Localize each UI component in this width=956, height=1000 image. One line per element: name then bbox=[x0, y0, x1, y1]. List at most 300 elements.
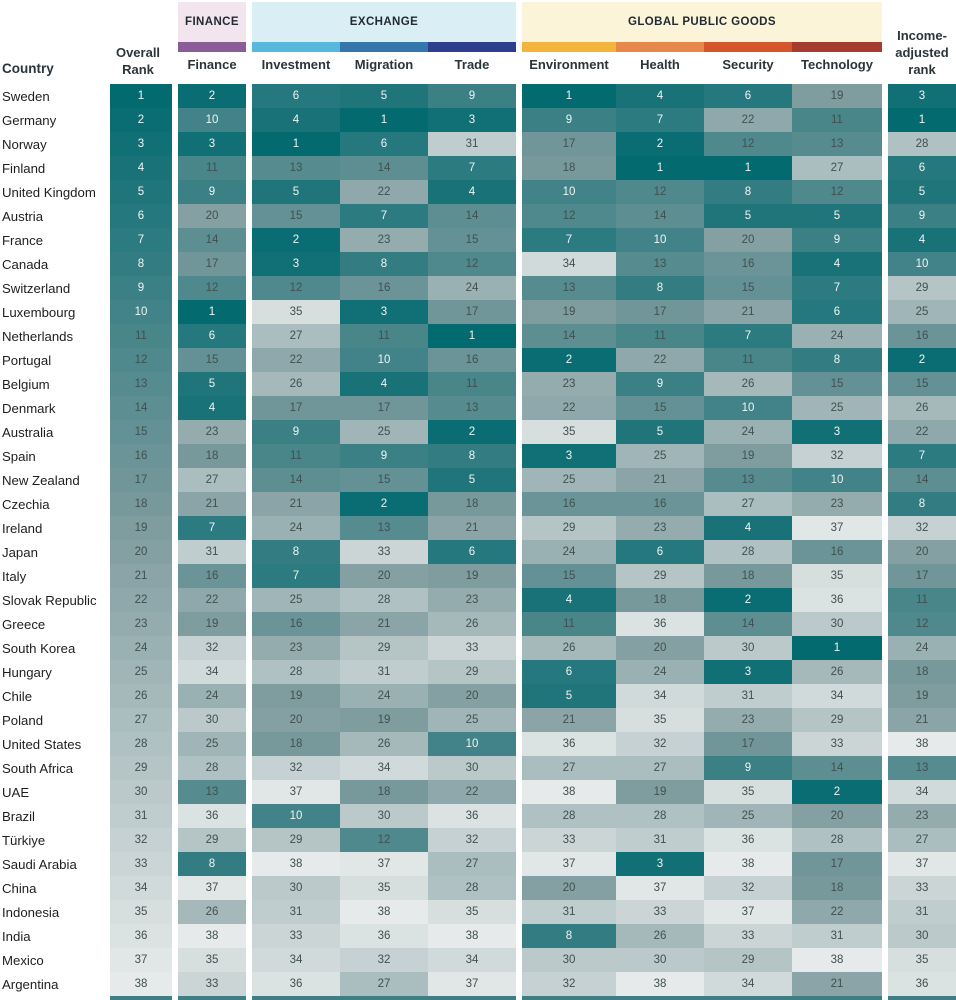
cell-finance: 18 bbox=[178, 444, 246, 468]
cell-health: 13 bbox=[616, 252, 704, 276]
cell-trade: 14 bbox=[428, 204, 516, 228]
cell-technology: 22 bbox=[792, 900, 882, 924]
cell-trade: 11 bbox=[428, 372, 516, 396]
cell-overall-rank: 35 bbox=[110, 900, 172, 924]
cell-health: 18 bbox=[616, 588, 704, 612]
cell-migration: 26 bbox=[340, 732, 428, 756]
country-name: Germany bbox=[0, 108, 110, 132]
column-header-overall-rank: Overall Rank bbox=[115, 45, 161, 77]
cell-investment: 12 bbox=[252, 276, 340, 300]
cell-security: 12 bbox=[704, 132, 792, 156]
cell-environment: 15 bbox=[522, 564, 616, 588]
cell-finance: 24 bbox=[178, 684, 246, 708]
cell-technology: 3 bbox=[792, 420, 882, 444]
cell-investment: 22 bbox=[252, 348, 340, 372]
cell-security: 6 bbox=[704, 84, 792, 108]
cell-health: 8 bbox=[616, 276, 704, 300]
table-row bbox=[0, 372, 956, 396]
cell-trade: 4 bbox=[428, 180, 516, 204]
cell-security: 30 bbox=[704, 636, 792, 660]
cell-technology: 21 bbox=[792, 972, 882, 996]
cell-security: 28 bbox=[704, 540, 792, 564]
cell-income-adjusted-rank: 23 bbox=[888, 804, 956, 828]
country-name: Poland bbox=[0, 708, 110, 732]
cell-security: 25 bbox=[704, 804, 792, 828]
cell-environment: 32 bbox=[522, 972, 616, 996]
country-name: Italy bbox=[0, 564, 110, 588]
cell-trade: 2 bbox=[428, 420, 516, 444]
cell-investment: 36 bbox=[252, 972, 340, 996]
table-row bbox=[0, 948, 956, 972]
cell-trade: 26 bbox=[428, 612, 516, 636]
cell-migration: 29 bbox=[340, 636, 428, 660]
country-name: Slovak Republic bbox=[0, 588, 110, 612]
cell-investment: 35 bbox=[252, 300, 340, 324]
cell-technology: 6 bbox=[792, 300, 882, 324]
cell-migration: 33 bbox=[340, 540, 428, 564]
cell-income-adjusted-rank: 15 bbox=[888, 372, 956, 396]
cell-overall-rank: 8 bbox=[110, 252, 172, 276]
cell-income-adjusted-rank: 20 bbox=[888, 540, 956, 564]
cell-migration: 37 bbox=[340, 852, 428, 876]
cell-environment: 10 bbox=[522, 180, 616, 204]
cell-overall-rank: 21 bbox=[110, 564, 172, 588]
cell-income-adjusted-rank: 16 bbox=[888, 324, 956, 348]
cell-technology: 34 bbox=[792, 684, 882, 708]
cell-investment: 16 bbox=[252, 612, 340, 636]
cell-migration: 36 bbox=[340, 924, 428, 948]
cell-investment: 8 bbox=[252, 540, 340, 564]
cell-trade: 28 bbox=[428, 876, 516, 900]
cell-technology: 2 bbox=[792, 780, 882, 804]
cell-income-adjusted-rank: 26 bbox=[888, 396, 956, 420]
cell-investment: 27 bbox=[252, 324, 340, 348]
cell-technology: 31 bbox=[792, 924, 882, 948]
cell-migration: 1 bbox=[340, 108, 428, 132]
cell-overall-rank: 16 bbox=[110, 444, 172, 468]
cell-overall-rank: 29 bbox=[110, 756, 172, 780]
cell-trade: 7 bbox=[428, 156, 516, 180]
cell-health: 20 bbox=[616, 636, 704, 660]
cell-trade: 6 bbox=[428, 540, 516, 564]
cell-income-adjusted-rank: 17 bbox=[888, 564, 956, 588]
cell-migration: 14 bbox=[340, 156, 428, 180]
country-name: Türkiye bbox=[0, 828, 110, 852]
table-row bbox=[0, 732, 956, 756]
cell-investment: 33 bbox=[252, 924, 340, 948]
cell-technology: 19 bbox=[792, 84, 882, 108]
country-name: Portugal bbox=[0, 348, 110, 372]
cell-security: 27 bbox=[704, 492, 792, 516]
cell-technology: 29 bbox=[792, 708, 882, 732]
cell-investment: 14 bbox=[252, 468, 340, 492]
cell-income-adjusted-rank: 9 bbox=[888, 204, 956, 228]
cell-environment: 19 bbox=[522, 300, 616, 324]
cell-security: 35 bbox=[704, 780, 792, 804]
cell-trade: 37 bbox=[428, 972, 516, 996]
cell-finance: 16 bbox=[178, 564, 246, 588]
cell-overall-rank: 10 bbox=[110, 300, 172, 324]
table-row bbox=[0, 204, 956, 228]
group-exchange-label: EXCHANGE bbox=[349, 16, 419, 28]
cell-migration: 7 bbox=[340, 204, 428, 228]
cell-migration: 11 bbox=[340, 324, 428, 348]
cell-environment: 4 bbox=[522, 588, 616, 612]
cell-trade: 13 bbox=[428, 396, 516, 420]
cell-health: 11 bbox=[616, 324, 704, 348]
cell-security: 33 bbox=[704, 924, 792, 948]
country-name: South Korea bbox=[0, 636, 110, 660]
cell-income-adjusted-rank: 11 bbox=[888, 588, 956, 612]
country-name: Finland bbox=[0, 156, 110, 180]
table-row bbox=[0, 804, 956, 828]
table-row bbox=[0, 780, 956, 804]
group-global-public-goods bbox=[522, 2, 882, 42]
column-header-country: Country bbox=[2, 61, 54, 76]
cell-environment: 2 bbox=[522, 348, 616, 372]
cell-security: 38 bbox=[704, 852, 792, 876]
cell-overall-rank: 31 bbox=[110, 804, 172, 828]
cell-health: 28 bbox=[616, 804, 704, 828]
cell-overall-rank: 7 bbox=[110, 228, 172, 252]
cell-trade: 34 bbox=[428, 948, 516, 972]
cell-income-adjusted-rank: 19 bbox=[888, 684, 956, 708]
cell-technology: 23 bbox=[792, 492, 882, 516]
cell-finance: 8 bbox=[178, 852, 246, 876]
cell-finance: 14 bbox=[178, 228, 246, 252]
cell-finance: 38 bbox=[178, 924, 246, 948]
cell-overall-rank: 3 bbox=[110, 132, 172, 156]
cell-overall-rank: 30 bbox=[110, 780, 172, 804]
country-name: Norway bbox=[0, 132, 110, 156]
cell-income-adjusted-rank: 18 bbox=[888, 660, 956, 684]
cell-trade: 12 bbox=[428, 252, 516, 276]
cell-health: 5 bbox=[616, 420, 704, 444]
cell-finance: 31 bbox=[178, 540, 246, 564]
cell-environment: 1 bbox=[522, 84, 616, 108]
cell-security: 16 bbox=[704, 252, 792, 276]
cell-finance: 5 bbox=[178, 372, 246, 396]
cell-investment: 13 bbox=[252, 156, 340, 180]
cell-technology: 24 bbox=[792, 324, 882, 348]
bottom-border-segment bbox=[340, 996, 428, 1000]
cell-income-adjusted-rank: 31 bbox=[888, 900, 956, 924]
cell-health: 29 bbox=[616, 564, 704, 588]
cell-health: 38 bbox=[616, 972, 704, 996]
cell-technology: 14 bbox=[792, 756, 882, 780]
table-row bbox=[0, 684, 956, 708]
country-name: Australia bbox=[0, 420, 110, 444]
cell-income-adjusted-rank: 5 bbox=[888, 180, 956, 204]
cell-overall-rank: 27 bbox=[110, 708, 172, 732]
cell-environment: 23 bbox=[522, 372, 616, 396]
cell-overall-rank: 20 bbox=[110, 540, 172, 564]
cell-security: 23 bbox=[704, 708, 792, 732]
table-row bbox=[0, 972, 956, 996]
cell-overall-rank: 6 bbox=[110, 204, 172, 228]
cell-income-adjusted-rank: 25 bbox=[888, 300, 956, 324]
table-row bbox=[0, 156, 956, 180]
cell-migration: 16 bbox=[340, 276, 428, 300]
country-name: Greece bbox=[0, 612, 110, 636]
cell-migration: 32 bbox=[340, 948, 428, 972]
cell-investment: 25 bbox=[252, 588, 340, 612]
cell-health: 34 bbox=[616, 684, 704, 708]
table-row bbox=[0, 924, 956, 948]
cell-health: 37 bbox=[616, 876, 704, 900]
table-row bbox=[0, 348, 956, 372]
cell-health: 25 bbox=[616, 444, 704, 468]
cell-finance: 32 bbox=[178, 636, 246, 660]
column-header-investment: Investment bbox=[261, 57, 331, 72]
bottom-border-segment bbox=[178, 996, 246, 1000]
cell-income-adjusted-rank: 30 bbox=[888, 924, 956, 948]
cell-environment: 28 bbox=[522, 804, 616, 828]
cell-security: 1 bbox=[704, 156, 792, 180]
table-row bbox=[0, 300, 956, 324]
cell-migration: 30 bbox=[340, 804, 428, 828]
cell-income-adjusted-rank: 3 bbox=[888, 84, 956, 108]
table-row bbox=[0, 276, 956, 300]
cell-health: 24 bbox=[616, 660, 704, 684]
cell-security: 21 bbox=[704, 300, 792, 324]
cell-finance: 30 bbox=[178, 708, 246, 732]
security-color-bar bbox=[704, 42, 792, 52]
cell-health: 19 bbox=[616, 780, 704, 804]
cell-environment: 26 bbox=[522, 636, 616, 660]
cell-trade: 18 bbox=[428, 492, 516, 516]
cell-technology: 9 bbox=[792, 228, 882, 252]
cell-health: 23 bbox=[616, 516, 704, 540]
cell-security: 19 bbox=[704, 444, 792, 468]
cell-overall-rank: 18 bbox=[110, 492, 172, 516]
table-row bbox=[0, 108, 956, 132]
bottom-border-segment bbox=[888, 996, 956, 1000]
cell-migration: 10 bbox=[340, 348, 428, 372]
cell-overall-rank: 13 bbox=[110, 372, 172, 396]
cell-health: 9 bbox=[616, 372, 704, 396]
cell-technology: 33 bbox=[792, 732, 882, 756]
finance-color-bar bbox=[178, 42, 246, 52]
cell-environment: 33 bbox=[522, 828, 616, 852]
cell-trade: 30 bbox=[428, 756, 516, 780]
cell-security: 24 bbox=[704, 420, 792, 444]
table-row bbox=[0, 492, 956, 516]
cell-income-adjusted-rank: 37 bbox=[888, 852, 956, 876]
cell-migration: 35 bbox=[340, 876, 428, 900]
cell-environment: 30 bbox=[522, 948, 616, 972]
cell-health: 17 bbox=[616, 300, 704, 324]
cell-income-adjusted-rank: 6 bbox=[888, 156, 956, 180]
cell-health: 27 bbox=[616, 756, 704, 780]
cell-trade: 29 bbox=[428, 660, 516, 684]
cell-migration: 38 bbox=[340, 900, 428, 924]
cell-trade: 36 bbox=[428, 804, 516, 828]
cell-finance: 36 bbox=[178, 804, 246, 828]
table-row bbox=[0, 324, 956, 348]
cell-technology: 13 bbox=[792, 132, 882, 156]
cell-finance: 1 bbox=[178, 300, 246, 324]
bottom-border-segment bbox=[704, 996, 792, 1000]
cell-technology: 36 bbox=[792, 588, 882, 612]
country-name: Switzerland bbox=[0, 276, 110, 300]
cell-overall-rank: 12 bbox=[110, 348, 172, 372]
cell-health: 22 bbox=[616, 348, 704, 372]
country-name: South Africa bbox=[0, 756, 110, 780]
cell-overall-rank: 19 bbox=[110, 516, 172, 540]
cell-technology: 5 bbox=[792, 204, 882, 228]
cell-environment: 24 bbox=[522, 540, 616, 564]
cell-trade: 24 bbox=[428, 276, 516, 300]
cell-environment: 17 bbox=[522, 132, 616, 156]
group-finance bbox=[178, 2, 246, 42]
cell-overall-rank: 15 bbox=[110, 420, 172, 444]
cell-technology: 20 bbox=[792, 804, 882, 828]
bottom-border-segment bbox=[110, 996, 172, 1000]
cell-security: 7 bbox=[704, 324, 792, 348]
cell-security: 17 bbox=[704, 732, 792, 756]
table-row bbox=[0, 84, 956, 108]
cell-technology: 32 bbox=[792, 444, 882, 468]
cell-overall-rank: 22 bbox=[110, 588, 172, 612]
cell-technology: 4 bbox=[792, 252, 882, 276]
country-name: Czechia bbox=[0, 492, 110, 516]
cell-income-adjusted-rank: 12 bbox=[888, 612, 956, 636]
cell-investment: 30 bbox=[252, 876, 340, 900]
cell-finance: 2 bbox=[178, 84, 246, 108]
cell-trade: 16 bbox=[428, 348, 516, 372]
bottom-border-segment bbox=[428, 996, 516, 1000]
table-row bbox=[0, 564, 956, 588]
cell-security: 11 bbox=[704, 348, 792, 372]
cell-investment: 28 bbox=[252, 660, 340, 684]
cell-security: 9 bbox=[704, 756, 792, 780]
cell-technology: 28 bbox=[792, 828, 882, 852]
cell-security: 29 bbox=[704, 948, 792, 972]
cell-income-adjusted-rank: 33 bbox=[888, 876, 956, 900]
country-name: Argentina bbox=[0, 972, 110, 996]
cell-technology: 18 bbox=[792, 876, 882, 900]
group-exchange bbox=[252, 2, 516, 42]
cell-migration: 27 bbox=[340, 972, 428, 996]
cell-health: 3 bbox=[616, 852, 704, 876]
country-name: France bbox=[0, 228, 110, 252]
cell-environment: 22 bbox=[522, 396, 616, 420]
group-global-public-goods-label: GLOBAL PUBLIC GOODS bbox=[628, 16, 776, 28]
cell-income-adjusted-rank: 4 bbox=[888, 228, 956, 252]
cell-finance: 4 bbox=[178, 396, 246, 420]
country-name: Indonesia bbox=[0, 900, 110, 924]
cell-income-adjusted-rank: 8 bbox=[888, 492, 956, 516]
country-name: United States bbox=[0, 732, 110, 756]
cell-environment: 7 bbox=[522, 228, 616, 252]
cell-migration: 25 bbox=[340, 420, 428, 444]
cell-technology: 12 bbox=[792, 180, 882, 204]
cell-security: 4 bbox=[704, 516, 792, 540]
cell-finance: 37 bbox=[178, 876, 246, 900]
cell-overall-rank: 9 bbox=[110, 276, 172, 300]
cell-security: 26 bbox=[704, 372, 792, 396]
cell-trade: 3 bbox=[428, 108, 516, 132]
country-name: India bbox=[0, 924, 110, 948]
cell-investment: 2 bbox=[252, 228, 340, 252]
cell-technology: 30 bbox=[792, 612, 882, 636]
trade-color-bar bbox=[428, 42, 516, 52]
country-name: Sweden bbox=[0, 84, 110, 108]
table-row bbox=[0, 636, 956, 660]
cell-migration: 4 bbox=[340, 372, 428, 396]
table-row bbox=[0, 396, 956, 420]
column-header-environment: Environment bbox=[529, 57, 609, 72]
cell-income-adjusted-rank: 2 bbox=[888, 348, 956, 372]
cell-environment: 25 bbox=[522, 468, 616, 492]
cell-technology: 10 bbox=[792, 468, 882, 492]
cell-health: 10 bbox=[616, 228, 704, 252]
cell-security: 15 bbox=[704, 276, 792, 300]
cell-health: 16 bbox=[616, 492, 704, 516]
cell-migration: 19 bbox=[340, 708, 428, 732]
cell-trade: 32 bbox=[428, 828, 516, 852]
cell-income-adjusted-rank: 1 bbox=[888, 108, 956, 132]
cell-income-adjusted-rank: 13 bbox=[888, 756, 956, 780]
cell-finance: 21 bbox=[178, 492, 246, 516]
cell-migration: 28 bbox=[340, 588, 428, 612]
cell-investment: 5 bbox=[252, 180, 340, 204]
country-name: Belgium bbox=[0, 372, 110, 396]
cell-environment: 8 bbox=[522, 924, 616, 948]
cell-overall-rank: 37 bbox=[110, 948, 172, 972]
cell-overall-rank: 23 bbox=[110, 612, 172, 636]
table-bottom-border bbox=[0, 996, 956, 1000]
cell-migration: 18 bbox=[340, 780, 428, 804]
cell-trade: 38 bbox=[428, 924, 516, 948]
cell-environment: 11 bbox=[522, 612, 616, 636]
cell-technology: 7 bbox=[792, 276, 882, 300]
cell-environment: 6 bbox=[522, 660, 616, 684]
table-row bbox=[0, 756, 956, 780]
cell-migration: 23 bbox=[340, 228, 428, 252]
cell-investment: 29 bbox=[252, 828, 340, 852]
country-name: Brazil bbox=[0, 804, 110, 828]
environment-color-bar bbox=[522, 42, 616, 52]
table-row bbox=[0, 180, 956, 204]
migration-color-bar bbox=[340, 42, 428, 52]
cell-environment: 14 bbox=[522, 324, 616, 348]
cell-trade: 23 bbox=[428, 588, 516, 612]
cell-trade: 19 bbox=[428, 564, 516, 588]
cell-finance: 35 bbox=[178, 948, 246, 972]
table-body bbox=[0, 84, 956, 996]
cell-environment: 16 bbox=[522, 492, 616, 516]
cell-overall-rank: 33 bbox=[110, 852, 172, 876]
cell-environment: 5 bbox=[522, 684, 616, 708]
cell-trade: 22 bbox=[428, 780, 516, 804]
country-name: Mexico bbox=[0, 948, 110, 972]
cell-health: 1 bbox=[616, 156, 704, 180]
cell-income-adjusted-rank: 28 bbox=[888, 132, 956, 156]
cell-finance: 19 bbox=[178, 612, 246, 636]
cell-technology: 16 bbox=[792, 540, 882, 564]
cell-investment: 23 bbox=[252, 636, 340, 660]
table-row bbox=[0, 516, 956, 540]
cell-environment: 18 bbox=[522, 156, 616, 180]
cell-health: 2 bbox=[616, 132, 704, 156]
country-name: China bbox=[0, 876, 110, 900]
bottom-border-segment bbox=[792, 996, 882, 1000]
cell-income-adjusted-rank: 34 bbox=[888, 780, 956, 804]
cell-investment: 34 bbox=[252, 948, 340, 972]
cell-overall-rank: 4 bbox=[110, 156, 172, 180]
